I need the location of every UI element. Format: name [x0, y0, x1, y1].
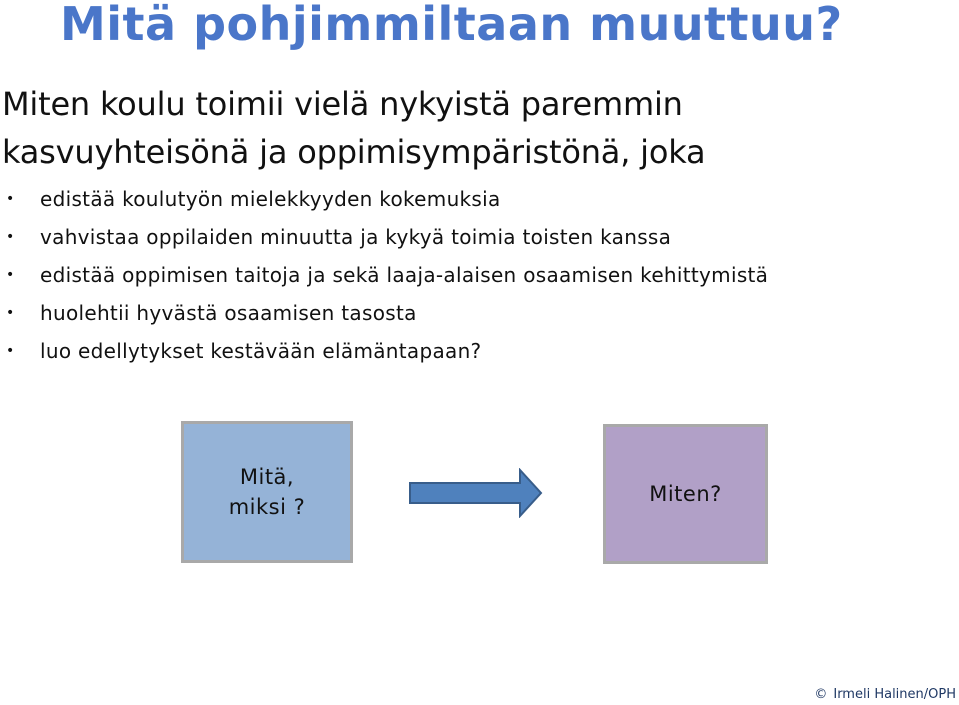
what-why-label: Mitä, miksi ? — [228, 465, 306, 519]
what-why-box — [181, 421, 353, 563]
copyright-notice — [814, 687, 956, 702]
how-label: Miten? — [649, 482, 722, 506]
intro-line: kasvuyhteisönä ja oppimisympäristönä, joka — [2, 133, 706, 171]
intro-text — [2, 80, 705, 176]
intro-line: Miten koulu toimii vielä nykyistä paremmin — [2, 85, 683, 123]
bullet-icon: • — [6, 343, 15, 359]
copyright-icon: © — [814, 687, 828, 702]
bullet-text: luo edellytykset kestävään elämäntapaan? — [40, 339, 482, 363]
bullet-text: edistää oppimisen taitoja ja sekä laaja-alaisen osaamisen kehittymistä — [40, 263, 769, 287]
right-arrow-icon — [408, 468, 543, 518]
bullet-text: edistää koulutyön mielekkyyden kokemuksia — [40, 187, 501, 211]
slide-title: Mitä pohjimmiltaan muuttuu? — [60, 0, 843, 51]
bullet-text: huolehtii hyvästä osaamisen tasosta — [40, 301, 417, 325]
bullet-icon: • — [6, 305, 15, 321]
bullet-icon: • — [6, 191, 15, 207]
arrow-shape — [410, 470, 541, 516]
how-box — [603, 424, 768, 564]
bullet-icon: • — [6, 267, 15, 283]
bullet-icon: • — [6, 229, 15, 245]
bullet-text: vahvistaa oppilaiden minuutta ja kykyä toimia toisten kanssa — [40, 225, 672, 249]
copyright-text: Irmeli Halinen/OPH — [833, 687, 956, 702]
